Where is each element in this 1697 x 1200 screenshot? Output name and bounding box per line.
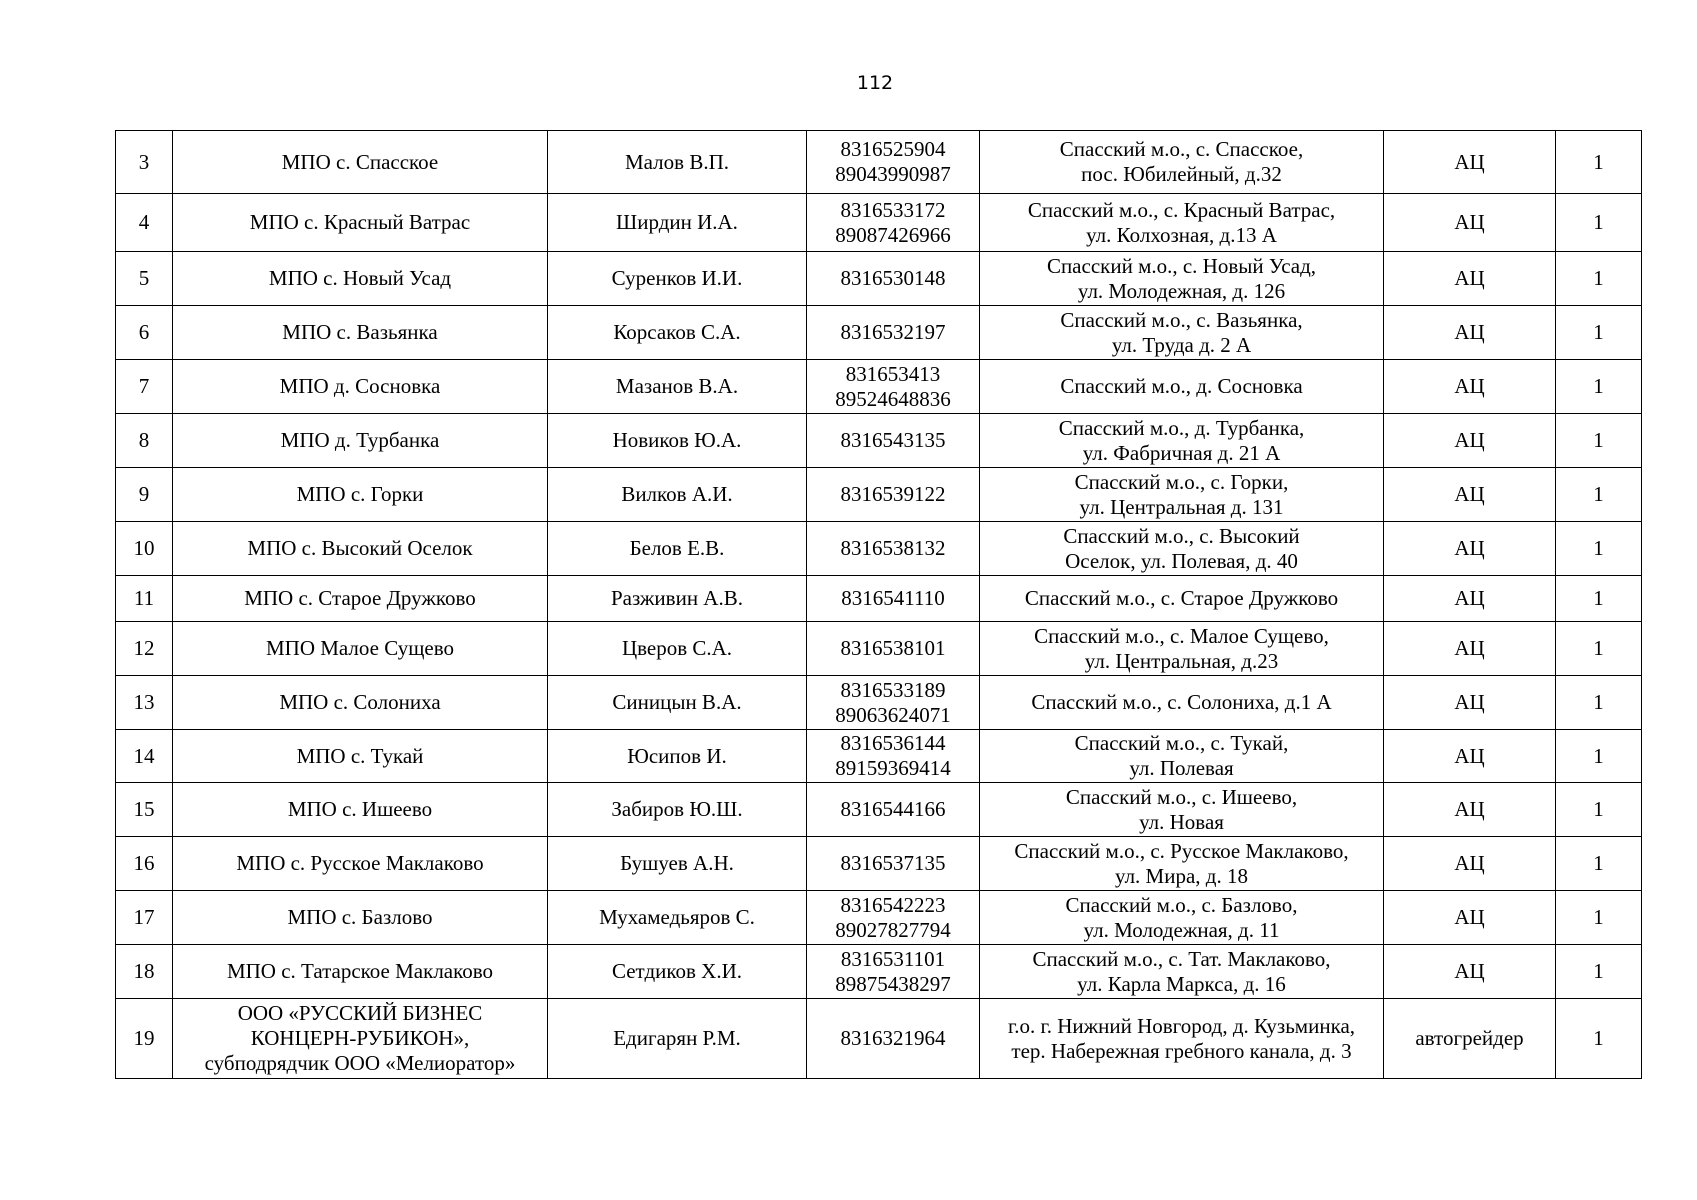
equipment-type-cell: АЦ bbox=[1384, 252, 1556, 306]
quantity-cell: 1 bbox=[1556, 468, 1642, 522]
row-number-cell: 4 bbox=[116, 194, 173, 252]
address-cell: Спасский м.о., с. Вазьянка, ул. Труда д. 2 А bbox=[980, 306, 1384, 360]
responsible-person-cell: Едигарян Р.М. bbox=[548, 999, 807, 1079]
row-number-cell: 15 bbox=[116, 783, 173, 837]
quantity-cell: 1 bbox=[1556, 945, 1642, 999]
address-cell: Спасский м.о., с. Новый Усад, ул. Молодежная, д. 126 bbox=[980, 252, 1384, 306]
organization-cell: МПО с. Татарское Маклаково bbox=[173, 945, 548, 999]
table-row bbox=[116, 306, 1642, 360]
table-row bbox=[116, 945, 1642, 999]
responsible-person-cell: Новиков Ю.А. bbox=[548, 414, 807, 468]
row-number-cell: 18 bbox=[116, 945, 173, 999]
responsible-person-cell: Мазанов В.А. bbox=[548, 360, 807, 414]
address-cell: Спасский м.о., д. Турбанка, ул. Фабричная д. 21 А bbox=[980, 414, 1384, 468]
address-cell: Спасский м.о., с. Горки, ул. Центральная д. 131 bbox=[980, 468, 1384, 522]
address-cell: Спасский м.о., с. Тукай, ул. Полевая bbox=[980, 730, 1384, 783]
table-row bbox=[116, 783, 1642, 837]
phone-cell: 8316536144 89159369414 bbox=[807, 730, 980, 783]
organization-cell: МПО с. Тукай bbox=[173, 730, 548, 783]
row-number-cell: 5 bbox=[116, 252, 173, 306]
equipment-type-cell: АЦ bbox=[1384, 522, 1556, 576]
phone-cell: 8316538132 bbox=[807, 522, 980, 576]
organization-cell: МПО с. Ишеево bbox=[173, 783, 548, 837]
row-number-cell: 9 bbox=[116, 468, 173, 522]
responsible-person-cell: Забиров Ю.Ш. bbox=[548, 783, 807, 837]
responsible-person-cell: Сетдиков Х.И. bbox=[548, 945, 807, 999]
equipment-type-cell: АЦ bbox=[1384, 306, 1556, 360]
page-number: 112 bbox=[856, 72, 894, 94]
phone-cell: 8316543135 bbox=[807, 414, 980, 468]
quantity-cell: 1 bbox=[1556, 360, 1642, 414]
address-cell: Спасский м.о., с. Русское Маклаково, ул. Мира, д. 18 bbox=[980, 837, 1384, 891]
responsible-person-cell: Мухамедьяров С. bbox=[548, 891, 807, 945]
quantity-cell: 1 bbox=[1556, 306, 1642, 360]
phone-cell: 8316537135 bbox=[807, 837, 980, 891]
address-cell: г.о. г. Нижний Новгород, д. Кузьминка, тер. Набережная гребного канала, д. 3 bbox=[980, 999, 1384, 1079]
table-row bbox=[116, 414, 1642, 468]
equipment-type-cell: АЦ bbox=[1384, 837, 1556, 891]
phone-cell: 8316541110 bbox=[807, 576, 980, 622]
table-row bbox=[116, 622, 1642, 676]
responsible-person-cell: Цверов С.А. bbox=[548, 622, 807, 676]
responsible-person-cell: Корсаков С.А. bbox=[548, 306, 807, 360]
table-row bbox=[116, 468, 1642, 522]
address-cell: Спасский м.о., с. Ишеево, ул. Новая bbox=[980, 783, 1384, 837]
table-row bbox=[116, 252, 1642, 306]
equipment-type-cell: АЦ bbox=[1384, 414, 1556, 468]
organization-cell: МПО с. Новый Усад bbox=[173, 252, 548, 306]
table-row bbox=[116, 891, 1642, 945]
quantity-cell: 1 bbox=[1556, 730, 1642, 783]
address-cell: Спасский м.о., с. Малое Сущево, ул. Центральная, д.23 bbox=[980, 622, 1384, 676]
phone-cell: 8316531101 89875438297 bbox=[807, 945, 980, 999]
address-cell: Спасский м.о., с. Тат. Маклаково, ул. Карла Маркса, д. 16 bbox=[980, 945, 1384, 999]
phone-cell: 8316539122 bbox=[807, 468, 980, 522]
row-number-cell: 14 bbox=[116, 730, 173, 783]
equipment-type-cell: автогрейдер bbox=[1384, 999, 1556, 1079]
organization-cell: ООО «РУССКИЙ БИЗНЕС КОНЦЕРН-РУБИКОН», субподрядчик ООО «Мелиоратор» bbox=[173, 999, 548, 1079]
organization-cell: МПО с. Высокий Оселок bbox=[173, 522, 548, 576]
responsible-person-cell: Разживин А.В. bbox=[548, 576, 807, 622]
equipment-type-cell: АЦ bbox=[1384, 622, 1556, 676]
address-cell: Спасский м.о., д. Сосновка bbox=[980, 360, 1384, 414]
quantity-cell: 1 bbox=[1556, 837, 1642, 891]
quantity-cell: 1 bbox=[1556, 783, 1642, 837]
responsible-person-cell: Бушуев А.Н. bbox=[548, 837, 807, 891]
phone-cell: 8316321964 bbox=[807, 999, 980, 1079]
row-number-cell: 7 bbox=[116, 360, 173, 414]
phone-cell: 831653413 89524648836 bbox=[807, 360, 980, 414]
phone-cell: 8316538101 bbox=[807, 622, 980, 676]
responsible-person-cell: Синицын В.А. bbox=[548, 676, 807, 730]
address-cell: Спасский м.о., с. Солониха, д.1 А bbox=[980, 676, 1384, 730]
organization-cell: МПО с. Солониха bbox=[173, 676, 548, 730]
table-row bbox=[116, 837, 1642, 891]
responsible-person-cell: Вилков А.И. bbox=[548, 468, 807, 522]
responsible-person-cell: Суренков И.И. bbox=[548, 252, 807, 306]
equipment-type-cell: АЦ bbox=[1384, 730, 1556, 783]
quantity-cell: 1 bbox=[1556, 522, 1642, 576]
quantity-cell: 1 bbox=[1556, 999, 1642, 1079]
organization-cell: МПО с. Старое Дружково bbox=[173, 576, 548, 622]
equipment-type-cell: АЦ bbox=[1384, 676, 1556, 730]
phone-cell: 8316542223 89027827794 bbox=[807, 891, 980, 945]
row-number-cell: 16 bbox=[116, 837, 173, 891]
quantity-cell: 1 bbox=[1556, 676, 1642, 730]
equipment-type-cell: АЦ bbox=[1384, 194, 1556, 252]
row-number-cell: 11 bbox=[116, 576, 173, 622]
table-row bbox=[116, 360, 1642, 414]
row-number-cell: 8 bbox=[116, 414, 173, 468]
row-number-cell: 17 bbox=[116, 891, 173, 945]
quantity-cell: 1 bbox=[1556, 194, 1642, 252]
equipment-type-cell: АЦ bbox=[1384, 576, 1556, 622]
quantity-cell: 1 bbox=[1556, 891, 1642, 945]
organization-cell: МПО с. Спасское bbox=[173, 131, 548, 194]
equipment-type-cell: АЦ bbox=[1384, 891, 1556, 945]
address-cell: Спасский м.о., с. Спасское, пос. Юбилейный, д.32 bbox=[980, 131, 1384, 194]
organization-cell: МПО с. Горки bbox=[173, 468, 548, 522]
quantity-cell: 1 bbox=[1556, 576, 1642, 622]
table-row bbox=[116, 676, 1642, 730]
organization-cell: МПО с. Русское Маклаково bbox=[173, 837, 548, 891]
equipment-type-cell: АЦ bbox=[1384, 783, 1556, 837]
equipment-type-cell: АЦ bbox=[1384, 360, 1556, 414]
row-number-cell: 6 bbox=[116, 306, 173, 360]
phone-cell: 8316533189 89063624071 bbox=[807, 676, 980, 730]
responsible-person-cell: Малов В.П. bbox=[548, 131, 807, 194]
phone-cell: 8316530148 bbox=[807, 252, 980, 306]
table-row bbox=[116, 194, 1642, 252]
quantity-cell: 1 bbox=[1556, 414, 1642, 468]
address-cell: Спасский м.о., с. Старое Дружково bbox=[980, 576, 1384, 622]
organization-cell: МПО д. Сосновка bbox=[173, 360, 548, 414]
table-row bbox=[116, 999, 1642, 1079]
row-number-cell: 13 bbox=[116, 676, 173, 730]
responsible-person-cell: Белов Е.В. bbox=[548, 522, 807, 576]
organization-cell: МПО Малое Сущево bbox=[173, 622, 548, 676]
equipment-type-cell: АЦ bbox=[1384, 131, 1556, 194]
responsible-person-cell: Юсипов И. bbox=[548, 730, 807, 783]
quantity-cell: 1 bbox=[1556, 252, 1642, 306]
table-row bbox=[116, 522, 1642, 576]
address-cell: Спасский м.о., с. Базлово, ул. Молодежная, д. 11 bbox=[980, 891, 1384, 945]
quantity-cell: 1 bbox=[1556, 622, 1642, 676]
table-row bbox=[116, 131, 1642, 194]
organization-cell: МПО с. Красный Ватрас bbox=[173, 194, 548, 252]
row-number-cell: 3 bbox=[116, 131, 173, 194]
row-number-cell: 12 bbox=[116, 622, 173, 676]
equipment-type-cell: АЦ bbox=[1384, 468, 1556, 522]
row-number-cell: 19 bbox=[116, 999, 173, 1079]
address-cell: Спасский м.о., с. Высокий Оселок, ул. Полевая, д. 40 bbox=[980, 522, 1384, 576]
quantity-cell: 1 bbox=[1556, 131, 1642, 194]
organization-cell: МПО с. Базлово bbox=[173, 891, 548, 945]
equipment-contacts-table bbox=[115, 130, 1642, 1079]
phone-cell: 8316544166 bbox=[807, 783, 980, 837]
phone-cell: 8316532197 bbox=[807, 306, 980, 360]
address-cell: Спасский м.о., с. Красный Ватрас, ул. Колхозная, д.13 А bbox=[980, 194, 1384, 252]
equipment-type-cell: АЦ bbox=[1384, 945, 1556, 999]
phone-cell: 8316525904 89043990987 bbox=[807, 131, 980, 194]
table-row bbox=[116, 730, 1642, 783]
row-number-cell: 10 bbox=[116, 522, 173, 576]
phone-cell: 8316533172 89087426966 bbox=[807, 194, 980, 252]
organization-cell: МПО д. Турбанка bbox=[173, 414, 548, 468]
table-row bbox=[116, 576, 1642, 622]
organization-cell: МПО с. Вазьянка bbox=[173, 306, 548, 360]
responsible-person-cell: Ширдин И.А. bbox=[548, 194, 807, 252]
